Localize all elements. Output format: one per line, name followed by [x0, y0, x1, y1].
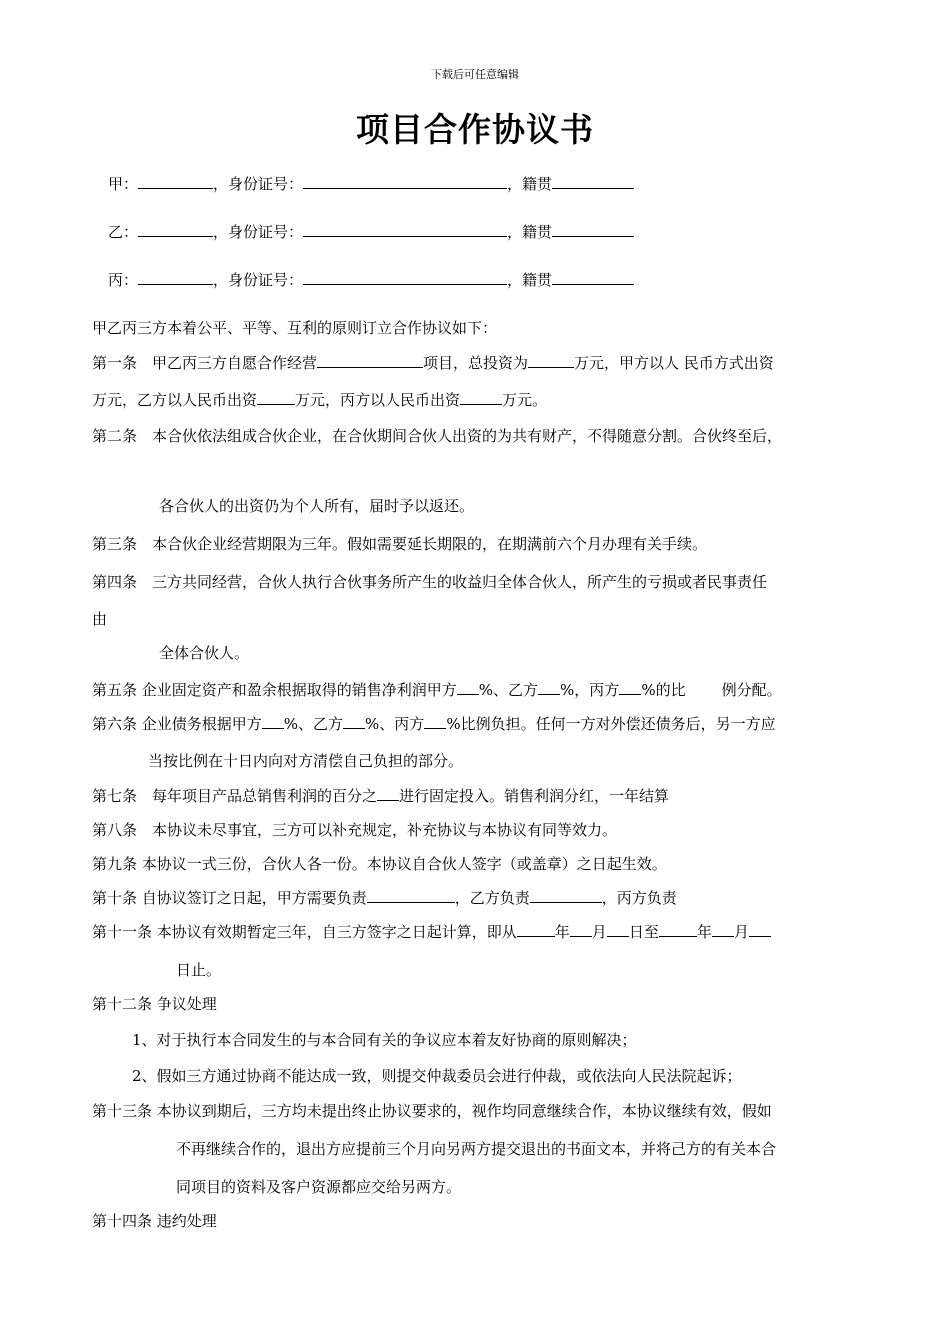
origin-label: ，籍贯: [507, 175, 553, 193]
article-10: [92, 888, 677, 908]
id-label: ，身份证号：: [213, 175, 304, 193]
article-5-text: %，丙方: [560, 681, 620, 699]
article-13-line-2: 不再继续合作的，退出方应提前三个月向另两方提交退出的书面文本，并将己方的有关本合: [176, 1140, 777, 1158]
article-1-text: 项目，总投资为: [423, 354, 529, 372]
article-5-text: %、乙方: [478, 681, 539, 699]
article-4-line-1: 第四条 三方共同经营，合伙人执行合伙事务所产生的收益归全体合伙人，所产生的亏损或者民事责任: [92, 573, 768, 591]
id-label: ，身份证号：: [213, 271, 304, 289]
article-6-text: %比例负担。任何一方对外偿还债务后，另一方应: [446, 715, 776, 733]
party-line-c: [108, 270, 634, 290]
article-12-title: 第十二条 争议处理: [92, 995, 217, 1013]
article-2-line-2: 各合伙人的出资仍为个人所有，届时予以返还。: [159, 497, 475, 515]
party-b-amount-blank[interactable]: [257, 390, 295, 405]
article-1-text: 万元，乙方以人民币出资: [92, 391, 258, 409]
party-label: 丙：: [108, 271, 139, 289]
article-1-text: 万元。: [502, 391, 548, 409]
party-line-b: [108, 222, 634, 242]
origin-blank[interactable]: [552, 222, 634, 237]
party-b-percent-blank[interactable]: [538, 680, 560, 695]
article-13-line-1: 第十三条 本协议到期后，三方均未提出终止协议要求的，视作均同意继续合作，本协议继续有效，假如: [92, 1102, 772, 1120]
id-blank[interactable]: [303, 174, 507, 189]
article-10-text: 第十条 自协议签订之日起，甲方需要负责: [92, 889, 367, 907]
article-12-item-2: 2、假如三方通过协商不能达成一致，则提交仲裁委员会进行仲裁，或依法向人民法院起诉；: [132, 1067, 742, 1085]
article-6-text: 第六条 企业债务根据甲方: [92, 715, 262, 733]
party-a-percent-blank[interactable]: [262, 714, 284, 729]
article-7: [92, 786, 669, 806]
intro-text: 甲乙丙三方本着公平、平等、互利的原则订立合作协议如下：: [92, 319, 498, 337]
end-month-blank[interactable]: [712, 922, 734, 937]
article-11-line-2: 日止。: [176, 961, 222, 979]
party-label: 甲：: [108, 175, 139, 193]
id-label: ，身份证号：: [213, 223, 304, 241]
start-year-blank[interactable]: [517, 922, 555, 937]
party-b-duty-blank[interactable]: [530, 888, 602, 903]
article-5-text: 例分配。: [721, 681, 782, 699]
percent-blank[interactable]: [377, 786, 399, 801]
origin-label: ，籍贯: [507, 271, 553, 289]
article-8: 第八条 本协议未尽事宜，三方可以补充规定，补充协议与本协议有同等效力。: [92, 821, 618, 839]
party-a-percent-blank[interactable]: [457, 680, 479, 695]
article-7-text: 进行固定投入。销售利润分红，一年结算: [399, 787, 670, 805]
article-11-text: 月: [591, 923, 607, 941]
party-line-a: [108, 174, 634, 194]
article-6-text: %、乙方: [283, 715, 344, 733]
article-14-title: 第十四条 违约处理: [92, 1212, 217, 1230]
article-1-line-2: [92, 390, 547, 410]
party-a-duty-blank[interactable]: [367, 888, 455, 903]
article-1-text: 第一条 甲乙丙三方自愿合作经营: [92, 354, 318, 372]
origin-blank[interactable]: [552, 174, 634, 189]
name-blank[interactable]: [138, 174, 213, 189]
header-note: 下载后可任意编辑: [431, 68, 519, 81]
article-2-line-1: 第二条 本合伙依法组成合伙企业，在合伙期间合伙人出资的为共有财产，不得随意分割。合伙终至后，: [92, 427, 783, 445]
party-c-percent-blank[interactable]: [424, 714, 446, 729]
article-5-text: %的比: [641, 681, 686, 699]
origin-label: ，籍贯: [507, 223, 553, 241]
article-10-text: ，丙方负责: [601, 889, 677, 907]
article-11-text: 日至: [628, 923, 659, 941]
project-name-blank[interactable]: [317, 353, 423, 368]
article-11-text: 第十一条 本协议有效期暂定三年，自三方签字之日起计算，即从: [92, 923, 517, 941]
article-6-line-1: [92, 714, 776, 734]
document-title: 项目合作协议书: [356, 110, 594, 149]
article-3: 第三条 本合伙企业经营期限为三年。假如需要延长期限的，在期满前六个月办理有关手续。: [92, 535, 708, 553]
article-10-text: ，乙方负责: [454, 889, 530, 907]
id-blank[interactable]: [303, 222, 507, 237]
article-11-text: 年: [696, 923, 712, 941]
article-12-item-1: 1、对于执行本合同发生的与本合同有关的争议应本着友好协商的原则解决；: [132, 1031, 637, 1049]
total-investment-blank[interactable]: [528, 353, 574, 368]
article-5: [92, 680, 782, 700]
article-4-line-2: 由: [92, 610, 108, 628]
article-7-text: 第七条 每年项目产品总销售利润的百分之: [92, 787, 378, 805]
start-day-blank[interactable]: [607, 922, 629, 937]
end-day-blank[interactable]: [749, 922, 771, 937]
party-c-amount-blank[interactable]: [460, 390, 502, 405]
party-b-percent-blank[interactable]: [343, 714, 365, 729]
id-blank[interactable]: [303, 270, 507, 285]
article-1-text: 万元，丙方以人民币出资: [295, 391, 461, 409]
name-blank[interactable]: [138, 222, 213, 237]
article-11-text: 月: [733, 923, 749, 941]
article-9: 第九条 本协议一式三份，合伙人各一份。本协议自合伙人签字（或盖章）之日起生效。: [92, 855, 667, 873]
end-year-blank[interactable]: [659, 922, 697, 937]
article-1-line-1: [92, 353, 774, 373]
article-6-text: %、丙方: [365, 715, 425, 733]
article-6-line-2: 当按比例在十日内向对方清偿自己负担的部分。: [148, 752, 464, 770]
name-blank[interactable]: [138, 270, 213, 285]
party-c-percent-blank[interactable]: [619, 680, 641, 695]
article-4-line-3: 全体合伙人。: [159, 644, 250, 662]
article-13-line-3: 同项目的资料及客户资源都应交给另两方。: [176, 1178, 462, 1196]
start-month-blank[interactable]: [570, 922, 592, 937]
article-5-text: 第五条 企业固定资产和盈余根据取得的销售净利润甲方: [92, 681, 457, 699]
article-11-line-1: [92, 922, 771, 942]
party-label: 乙：: [108, 223, 139, 241]
article-11-text: 年: [554, 923, 570, 941]
origin-blank[interactable]: [552, 270, 634, 285]
article-1-text: 万元，甲方以人 民币方式出资: [574, 354, 774, 372]
